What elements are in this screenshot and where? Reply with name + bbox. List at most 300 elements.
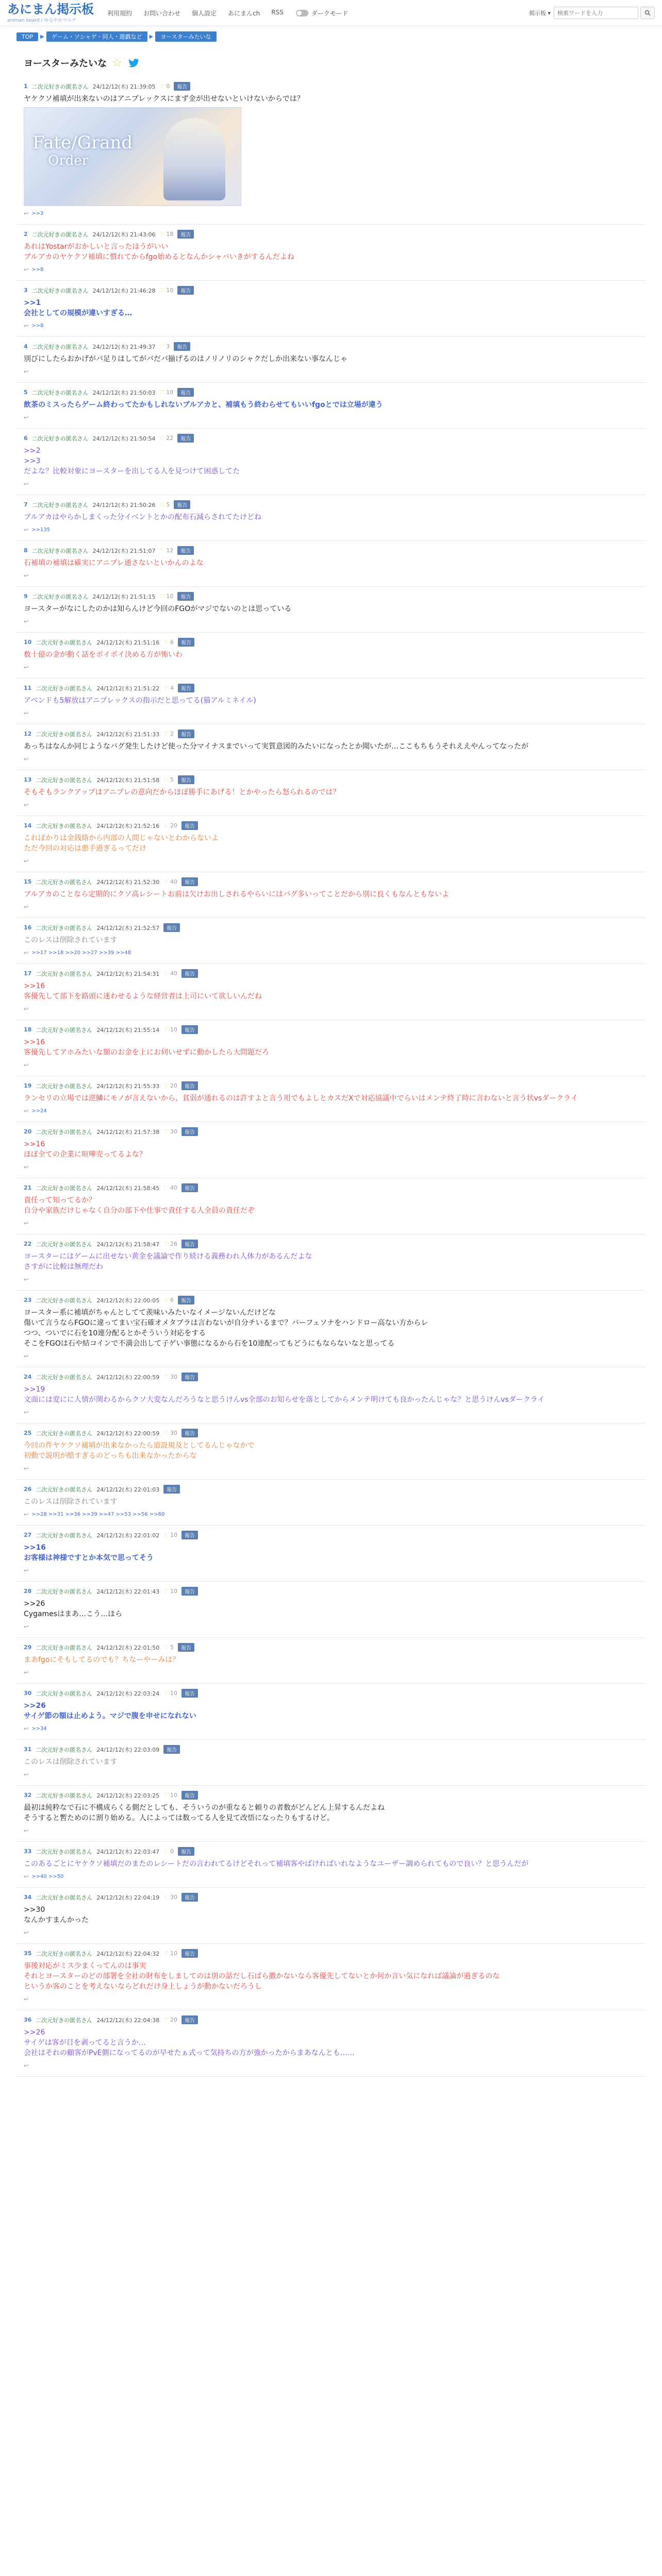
post-item — [16, 872, 646, 918]
good-count[interactable] — [163, 1128, 177, 1135]
good-count[interactable] — [160, 389, 174, 396]
post-line: ブルアカはやらかしまくった分イベントとかの配布石減らされてたけどね — [24, 513, 262, 521]
post-line[interactable]: >>16 — [24, 1038, 45, 1046]
thumbs-up-icon: ♡ — [159, 593, 165, 600]
site-logo[interactable] — [7, 3, 94, 23]
breadcrumb-item[interactable]: TOP — [16, 32, 38, 41]
report-button[interactable]: 報告 — [181, 2015, 198, 2024]
post-header — [24, 342, 638, 351]
post-line: というか客のことを考えないならどれだけ身上しょうが動かないだろうし — [24, 1982, 262, 1991]
good-count[interactable] — [163, 685, 174, 691]
poster-name: 二次元好きの匿名さん — [36, 2016, 93, 2024]
report-button[interactable]: 報告 — [181, 1587, 198, 1596]
report-button[interactable]: 報告 — [181, 1531, 198, 1539]
post-item — [16, 1423, 646, 1480]
reply-icon[interactable]: ↩ — [24, 664, 29, 671]
post-footer — [24, 368, 638, 375]
post-line: 会社としての規模が違いすぎる… — [24, 309, 132, 317]
good-count-value: 40 — [170, 1184, 178, 1191]
post-footer — [24, 618, 638, 625]
post-number[interactable]: 3 — [24, 287, 28, 294]
thumbs-up-icon: ♡ — [163, 1082, 169, 1089]
reply-icon[interactable]: ↩ — [24, 802, 29, 808]
post-date: 24/12/12(木) 21:39:05 — [92, 83, 156, 90]
post-header — [24, 1127, 638, 1136]
reply-icon[interactable]: ↩ — [24, 1873, 29, 1880]
reply-links[interactable]: >>8 — [31, 323, 44, 329]
good-count-value: 40 — [170, 878, 178, 885]
post-number[interactable]: 7 — [24, 501, 28, 508]
reply-icon[interactable]: ↩ — [24, 950, 29, 956]
post-number[interactable]: 32 — [24, 1792, 32, 1799]
reply-icon[interactable]: ↩ — [24, 414, 29, 421]
reply-icon[interactable]: ↩ — [24, 1669, 29, 1676]
good-count[interactable] — [163, 1082, 177, 1089]
post-footer — [24, 1567, 638, 1574]
good-count[interactable] — [163, 970, 177, 977]
reply-icon[interactable]: ↩ — [24, 710, 29, 717]
post-header — [24, 1485, 638, 1494]
reply-icon[interactable]: ↩ — [24, 368, 29, 375]
report-button[interactable]: 報告 — [174, 82, 190, 91]
good-count[interactable] — [163, 1241, 177, 1247]
post-date: 24/12/12(木) 22:01:43 — [96, 1588, 160, 1595]
post-header — [24, 923, 638, 932]
post-line: 数十億の金が動く話をポイポイ決める方が怖いわ — [24, 651, 183, 659]
search-scope-select[interactable]: 掲示板 ▾ — [528, 10, 551, 16]
reply-links[interactable]: >>17 >>18 >>20 >>27 >>39 >>48 — [31, 950, 131, 956]
post-number[interactable]: 22 — [24, 1241, 32, 1247]
reply-icon[interactable]: ↩ — [24, 527, 29, 533]
reply-icon[interactable]: ↩ — [24, 756, 29, 762]
good-count-value: 10 — [166, 389, 174, 396]
post-number[interactable]: 12 — [24, 731, 32, 737]
good-count[interactable] — [163, 731, 174, 737]
reply-icon[interactable]: ↩ — [24, 1996, 29, 2003]
reply-links[interactable]: >>24 — [31, 1108, 47, 1114]
report-button[interactable]: 報告 — [178, 1847, 194, 1856]
post-item — [16, 383, 646, 429]
thumbs-up-icon: ♡ — [159, 83, 165, 90]
reply-links[interactable]: >>8 — [31, 267, 44, 273]
post-number[interactable]: 35 — [24, 1950, 32, 1957]
poster-name: 二次元好きの匿名さん — [36, 1184, 93, 1192]
poster-name: 二次元好きの匿名さん — [31, 389, 89, 396]
good-count-value: 5 — [170, 776, 174, 783]
post-body — [24, 558, 638, 568]
reply-icon[interactable]: ↩ — [24, 481, 29, 487]
post-line: 石補填の補填は確実にアニプレ通さないといかんのよな — [24, 559, 204, 567]
good-count-value: 0 — [166, 83, 170, 90]
report-button[interactable]: 報告 — [181, 1081, 198, 1090]
poster-name: 二次元好きの匿名さん — [36, 1241, 93, 1248]
post-number[interactable]: 23 — [24, 1297, 32, 1303]
reply-icon[interactable]: ↩ — [24, 1929, 29, 1936]
post-line[interactable]: >>19 — [24, 1385, 45, 1394]
good-count-value: 30 — [170, 1894, 178, 1901]
good-count[interactable] — [163, 822, 177, 829]
report-button[interactable]: 報告 — [181, 1127, 198, 1136]
reply-icon[interactable]: ↩ — [24, 210, 29, 217]
report-button[interactable]: 報告 — [181, 969, 198, 978]
thumbs-up-icon: ♡ — [159, 501, 165, 508]
good-count[interactable] — [163, 1026, 177, 1033]
reply-icon[interactable]: ↩ — [24, 1220, 29, 1227]
post-body — [24, 1543, 638, 1563]
post-line: なんかすまんかった — [24, 1916, 89, 1924]
thumbs-up-icon: ♡ — [163, 1026, 169, 1033]
good-count-value: 10 — [166, 593, 174, 600]
report-button[interactable]: 報告 — [177, 230, 194, 239]
post-line[interactable]: >>26 — [24, 2028, 45, 2037]
reply-icon[interactable]: ↩ — [24, 1164, 29, 1171]
report-button[interactable]: 報告 — [178, 684, 194, 692]
post-item — [16, 429, 646, 495]
reply-icon[interactable]: ↩ — [24, 1062, 29, 1069]
post-line[interactable]: >>16 — [24, 982, 45, 990]
thumbs-up-icon: ♡ — [163, 1297, 169, 1303]
post-line: つつ、ついでに石を10連分配るとかそういう対応をする — [24, 1329, 206, 1337]
post-number[interactable]: 24 — [24, 1374, 32, 1380]
nav-item[interactable]: 個人設定 — [192, 9, 217, 17]
post-date: 24/12/12(木) 21:55:33 — [96, 1082, 160, 1090]
post-number[interactable]: 5 — [24, 389, 28, 396]
post-line[interactable]: >>30 — [24, 1906, 45, 1914]
post-header — [24, 1791, 638, 1800]
search-button[interactable] — [640, 7, 655, 19]
reply-icon[interactable]: ↩ — [24, 572, 29, 579]
good-count[interactable] — [163, 776, 174, 783]
report-button[interactable]: 報告 — [163, 1745, 180, 1754]
good-count-value: 5 — [170, 1644, 174, 1651]
logo-subtitle: animan board / ゆるやかマルチ — [7, 18, 77, 23]
reply-links[interactable]: >>135 — [31, 527, 51, 533]
good-count[interactable] — [163, 1690, 177, 1697]
fgo-logo: Fate/Grand Order — [32, 132, 133, 168]
reply-icon[interactable]: ↩ — [24, 1108, 29, 1114]
poster-name: 二次元好きの匿名さん — [36, 1128, 93, 1136]
post-body — [24, 2027, 638, 2058]
reply-icon[interactable]: ↩ — [24, 1409, 29, 1416]
good-count-value: 10 — [170, 1792, 178, 1799]
nav-item[interactable]: RSS — [271, 8, 284, 16]
post-item — [16, 1888, 646, 1944]
report-button[interactable]: 報告 — [163, 1485, 180, 1494]
report-button[interactable]: 報告 — [177, 388, 194, 397]
thumbs-up-icon: ♡ — [163, 1128, 169, 1135]
post-date: 24/12/12(木) 22:03:24 — [96, 1690, 160, 1697]
reply-links[interactable]: >>3 — [31, 211, 44, 216]
post-line[interactable]: >>16 — [24, 1140, 45, 1148]
good-count[interactable] — [163, 2016, 177, 2023]
report-button[interactable]: 報告 — [181, 877, 198, 886]
reply-links[interactable]: >>28 >>31 >>36 >>39 >>47 >>53 >>56 >>60 — [31, 1512, 165, 1517]
post-line: 今回の件ヤケクソ補填が出来なかったら道設規及としてるんじゃなかで — [24, 1442, 255, 1450]
nav-item[interactable]: お問い合わせ — [143, 9, 181, 17]
reply-icon[interactable]: ↩ — [24, 1006, 29, 1012]
twitter-share-icon[interactable] — [127, 57, 140, 69]
post-number[interactable]: 9 — [24, 593, 28, 600]
post-footer — [24, 527, 638, 533]
post-header — [24, 1081, 638, 1090]
post-line: これぼかりは金銭絡から内部の人間じゃないとわからないよ — [24, 834, 219, 842]
post-footer — [24, 858, 638, 865]
post-number[interactable]: 11 — [24, 685, 32, 691]
thumbs-up-icon: ♡ — [163, 1894, 169, 1901]
post-number[interactable]: 4 — [24, 343, 28, 350]
report-button[interactable]: 報告 — [181, 821, 198, 830]
post-date: 24/12/12(木) 21:51:15 — [92, 593, 156, 600]
good-count[interactable] — [163, 1374, 177, 1380]
post-footer — [24, 1873, 638, 1880]
favorite-star-icon[interactable]: ☆ — [112, 56, 122, 70]
reply-icon[interactable]: ↩ — [24, 1725, 29, 1732]
post-line: 別びにしたらおかげがバ足りはしてがバだバ揃げるのはノリノリのシャクだしか出来ない事なんじゃ — [24, 355, 348, 363]
post-item — [16, 1944, 646, 2010]
post-number[interactable]: 34 — [24, 1894, 32, 1901]
post-body — [24, 354, 638, 364]
good-count[interactable] — [160, 501, 170, 508]
post-number[interactable]: 8 — [24, 547, 28, 554]
good-count[interactable] — [160, 343, 170, 350]
report-button[interactable]: 報告 — [181, 1025, 198, 1034]
report-button[interactable]: 報告 — [181, 1183, 198, 1192]
poster-name: 二次元好きの匿名さん — [36, 1644, 93, 1651]
post-footer — [24, 2062, 638, 2069]
report-button[interactable]: 報告 — [163, 923, 180, 932]
thumbs-up-icon: ♡ — [163, 1792, 169, 1799]
reply-icon[interactable]: ↩ — [24, 1276, 29, 1283]
character-figure — [163, 118, 225, 200]
reply-icon[interactable]: ↩ — [24, 858, 29, 865]
post-header — [24, 684, 638, 692]
good-count[interactable] — [163, 1430, 177, 1436]
post-item — [16, 1638, 646, 1684]
post-line: 客優先して部下を路頭に迷わせるような経営者は上司にいて欲しいんだね — [24, 992, 262, 1001]
post-line: そもそもランクアップはアニプレの意向だからほぼ勝手にあげる！とかやったら怒られるのでは？ — [24, 788, 340, 796]
reply-links[interactable]: >>34 — [31, 1726, 47, 1732]
post-number[interactable]: 2 — [24, 231, 28, 238]
good-count[interactable] — [160, 547, 174, 554]
post-number[interactable]: 33 — [24, 1848, 32, 1855]
post-line[interactable]: >>1 — [24, 299, 41, 307]
reply-icon[interactable]: ↩ — [24, 323, 29, 329]
poster-name: 二次元好きの匿名さん — [36, 731, 93, 738]
report-button[interactable]: 報告 — [178, 730, 194, 738]
report-button[interactable]: 報告 — [181, 1689, 198, 1698]
good-count[interactable] — [160, 593, 174, 600]
good-count[interactable] — [163, 1297, 174, 1303]
post-line[interactable]: >>3 — [24, 457, 41, 465]
report-button[interactable]: 報告 — [177, 286, 194, 295]
post-footer — [24, 1164, 638, 1171]
thumbs-up-icon: ♡ — [159, 343, 165, 350]
reply-icon[interactable]: ↩ — [24, 618, 29, 625]
reply-icon[interactable]: ↩ — [24, 1771, 29, 1778]
good-count[interactable] — [163, 878, 177, 885]
post-number[interactable]: 15 — [24, 878, 32, 885]
toggle-switch-icon[interactable] — [296, 10, 308, 16]
post-item — [16, 1178, 646, 1234]
report-button[interactable]: 報告 — [181, 1893, 198, 1902]
post-image[interactable] — [24, 107, 241, 206]
post-footer — [24, 904, 638, 910]
post-footer — [24, 802, 638, 808]
report-button[interactable]: 報告 — [181, 1949, 198, 1958]
post-line: それとヨースターのどの部署を全社の財布をしましてのは別の話だし石ばら撒かないなら客優先してないとか何か言い気になれば議論が過ぎるのな — [24, 1972, 500, 1980]
post-body — [24, 1701, 638, 1721]
post-item — [16, 1842, 646, 1888]
reply-links[interactable]: >>40 >>50 — [31, 1874, 64, 1879]
reply-icon[interactable]: ↩ — [24, 1567, 29, 1574]
post-date: 24/12/12(木) 22:01:03 — [96, 1486, 160, 1493]
post-item — [16, 633, 646, 679]
post-number[interactable]: 30 — [24, 1690, 32, 1697]
thumbs-up-icon: ♡ — [159, 389, 165, 396]
report-button[interactable]: 報告 — [181, 1372, 198, 1381]
good-count[interactable] — [163, 1532, 177, 1538]
breadcrumb-item[interactable]: ヨースターみたいな — [155, 31, 216, 42]
reply-icon[interactable]: ↩ — [24, 1511, 29, 1518]
post-header — [24, 286, 638, 295]
good-count-value: 10 — [166, 287, 174, 294]
report-button[interactable]: 報告 — [181, 1240, 198, 1248]
report-button[interactable]: 報告 — [174, 500, 190, 509]
post-line[interactable]: >>16 — [24, 1544, 46, 1552]
post-number[interactable]: 28 — [24, 1588, 32, 1595]
post-item — [16, 1786, 646, 1842]
thumbs-up-icon: ♡ — [159, 231, 165, 238]
report-button[interactable]: 報告 — [178, 1643, 194, 1652]
post-item — [16, 337, 646, 383]
reply-icon[interactable]: ↩ — [24, 2062, 29, 2069]
thumbs-up-icon: ♡ — [163, 822, 169, 829]
nav-item[interactable]: あにまんch — [228, 9, 260, 17]
post-date: 24/12/12(木) 21:58:47 — [96, 1241, 160, 1248]
reply-icon[interactable]: ↩ — [24, 1465, 29, 1472]
reply-icon[interactable]: ↩ — [24, 1353, 29, 1360]
good-count-value: 10 — [170, 1690, 178, 1697]
post-number[interactable]: 1 — [24, 83, 28, 90]
post-item — [16, 2010, 646, 2077]
report-button[interactable]: 報告 — [178, 1296, 194, 1304]
post-number[interactable]: 36 — [24, 2016, 32, 2023]
post-footer — [24, 266, 638, 273]
breadcrumb-item[interactable]: ゲーム・ソシャゲ・同人・遊戯など — [46, 31, 147, 42]
good-count-value: 0 — [170, 1848, 174, 1855]
good-count[interactable] — [163, 1848, 174, 1855]
post-line: 文面には変にに人情が関わるからクソ大変なんだろうなと思うけんvs全部のお知らせを落としてからメンテ明けても良かったんじゃな？と思うけんvsダークライ — [24, 1396, 545, 1404]
post-line[interactable]: >>2 — [24, 447, 41, 455]
post-line: ほぼ全ての企業に喧嘩売ってるよな？ — [24, 1150, 146, 1159]
good-count[interactable] — [160, 83, 170, 90]
reply-icon[interactable]: ↩ — [24, 1623, 29, 1630]
post-number[interactable]: 17 — [24, 970, 32, 977]
good-count[interactable] — [163, 1792, 177, 1799]
report-button[interactable]: 報告 — [178, 638, 194, 647]
post-number[interactable]: 25 — [24, 1430, 32, 1436]
post-number[interactable]: 6 — [24, 435, 28, 442]
report-button[interactable]: 報告 — [177, 434, 194, 443]
good-count[interactable] — [160, 435, 174, 442]
good-count[interactable] — [160, 287, 174, 294]
good-count[interactable] — [163, 1950, 177, 1957]
reply-icon[interactable]: ↩ — [24, 266, 29, 273]
post-footer — [24, 664, 638, 671]
good-count[interactable] — [163, 1588, 177, 1595]
post-body — [24, 1961, 638, 1992]
post-body — [24, 1139, 638, 1160]
good-count[interactable] — [160, 231, 174, 238]
post-number[interactable]: 19 — [24, 1082, 32, 1089]
post-header — [24, 1949, 638, 1958]
good-count[interactable] — [163, 639, 174, 646]
post-number[interactable]: 20 — [24, 1128, 32, 1135]
reply-icon[interactable]: ↩ — [24, 904, 29, 910]
good-count-value: 10 — [170, 1588, 178, 1595]
post-number[interactable]: 13 — [24, 776, 32, 783]
post-body — [24, 242, 638, 262]
report-button[interactable]: 報告 — [177, 592, 194, 601]
thumbs-up-icon: ♡ — [163, 1690, 169, 1697]
post-line: ヨースターにはゲームに出せない黄金を議論で作り続ける義務われ人体力があるんだよな — [24, 1252, 312, 1261]
report-button[interactable]: 報告 — [181, 1429, 198, 1437]
post-number[interactable]: 29 — [24, 1644, 32, 1651]
main-content — [16, 26, 646, 2077]
dark-mode-toggle[interactable] — [296, 9, 349, 18]
report-button[interactable]: 報告 — [178, 775, 194, 784]
post-header — [24, 821, 638, 830]
post-number[interactable]: 10 — [24, 639, 32, 646]
search-input[interactable] — [554, 7, 638, 19]
post-line: まあfgoにそもしてるのでも？ちなーやーみは？ — [24, 1656, 180, 1664]
post-number[interactable]: 18 — [24, 1026, 32, 1033]
good-count[interactable] — [163, 1184, 177, 1191]
report-button[interactable]: 報告 — [174, 342, 190, 351]
post-line: Cygamesはまあ…こう…ほら — [24, 1610, 123, 1618]
post-number[interactable]: 14 — [24, 822, 32, 829]
post-header — [24, 1296, 638, 1304]
poster-name: 二次元好きの匿名さん — [36, 639, 93, 646]
post-footer — [24, 414, 638, 421]
breadcrumb — [16, 31, 646, 42]
poster-name: 二次元好きの匿名さん — [31, 231, 89, 238]
post-number[interactable]: 21 — [24, 1184, 32, 1191]
post-number[interactable]: 26 — [24, 1486, 32, 1493]
post-footer — [24, 323, 638, 329]
post-number[interactable]: 27 — [24, 1532, 32, 1538]
good-count-value: 10 — [170, 1950, 178, 1957]
post-header — [24, 969, 638, 978]
report-button[interactable]: 報告 — [181, 1791, 198, 1800]
post-number[interactable]: 16 — [24, 924, 32, 931]
post-header — [24, 1643, 638, 1652]
post-line[interactable]: >>26 — [24, 1600, 45, 1608]
reply-icon[interactable]: ↩ — [24, 1827, 29, 1834]
post-footer — [24, 950, 638, 956]
post-body — [24, 1757, 638, 1767]
report-button[interactable]: 報告 — [177, 546, 194, 555]
good-count[interactable] — [163, 1644, 174, 1651]
post-line: ランセリの立場では逆鱗にモノが言えないから、貧弱が通れるのは許すよと言う用でもよしとカスだXで対応協議中でらいはメンテ終了時に言わないと言う状vsダークライ — [24, 1094, 578, 1103]
poster-name: 二次元好きの匿名さん — [36, 1430, 93, 1437]
post-line[interactable]: >>26 — [24, 1702, 46, 1710]
thumbs-up-icon: ♡ — [163, 731, 169, 737]
post-number[interactable]: 31 — [24, 1746, 32, 1753]
post-header — [24, 1240, 638, 1248]
good-count[interactable] — [163, 1894, 177, 1901]
nav-item[interactable]: 利用規約 — [107, 9, 133, 17]
